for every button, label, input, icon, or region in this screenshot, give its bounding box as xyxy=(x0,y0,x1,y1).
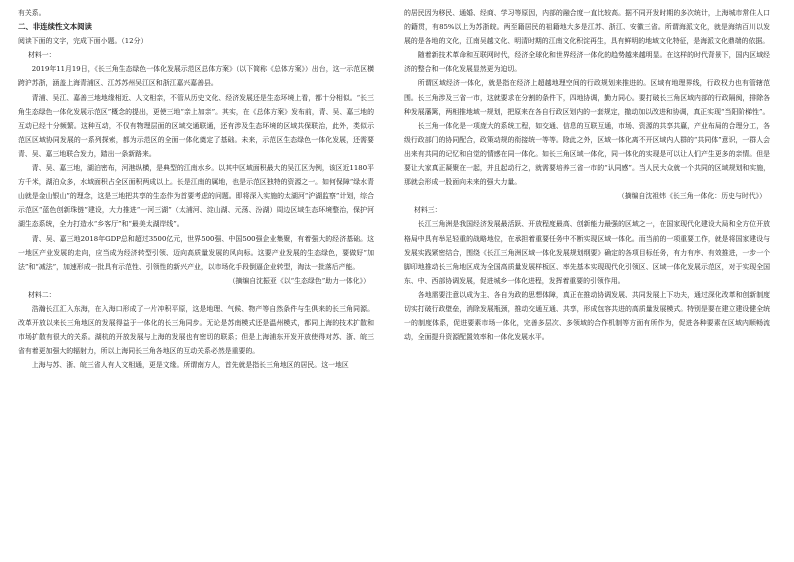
material-2-paragraph: 上海与苏、浙、皖三省人有人文相通，更是文缘。所谓南方人，首先就是指长三角地区的居民。这一地区 xyxy=(31,361,349,370)
material-2-paragraph: 的居民因为移民、通婚、经商、学习等原因，内部的融合度一直比较高。据不同开发时期的多次统计，上海城市常住人口的籍贯，有85%以上为苏浙皖。两至籍居民的祖籍地大多是江苏、浙江、安徽三省。所谓海派文化，就是海纳百川以发展的是各地的文化，江南吴越文化、明清时期的江南文化积淀再生，具有鲜明的地域文化特征，是海派文化鼎端的依据。 xyxy=(404,9,770,46)
material-1-paragraph: 2019年11月19日，《长三角生态绿色一体化发展示范区总体方案》（以下简称《总体方案》）出台，这一示范区横跨沪苏浙，涵盖上海青浦区、江苏苏州吴江区和浙江嘉兴嘉善县。 xyxy=(18,65,374,88)
material-2-paragraph: 所谓区域经济一体化，就是指在经济上超越地理空间的行政规划来推进的。区域有地理界线，行政权力也有管辖范围。长三角涉及三省一市，这就要求在分割的条件下，四地协调，勤力同心。要打破长三角区域内部的行政隔阂，排除各种发展藩篱，两相推地域一规划，把原来在各自行政区划内的一套规定，撤动加以改进和协调，真正实现“当阳阶梯性”。 xyxy=(404,79,770,116)
material-3-paragraph: 各地需要注意以成为主、各自为政的思想体障，真正在推动协调发展、共同发展上下功夫，通过深化改革和创新制度切实打破行政壁垒，消除发展瓶颈，推动交通互通、共享，形成包容共进的高质量发展模式。特别是要在建立建设健全统一的制度体系，促进要素市场一体化，完善多层次、多领域的合作机制等方面有所作为，促进各种要素在区域内顺畅流动，全面提升资源配置效率和一体化发展水平。 xyxy=(404,290,770,342)
material-3-label: 材料三： xyxy=(414,206,442,215)
material-2-paragraph: 随着新技术革命和互联网时代，经济全球化和世界经济一体化的趋势越来越明显。在这样的时代背景下，国内区域经济的整合和一体化发展显然更为迫切。 xyxy=(404,51,770,74)
trailing-text: 有关系。 xyxy=(18,9,46,17)
material-1-paragraph: 青、吴、嘉三地，湖泊密布，河港纵横，是典型的江南水乡。以其中区域面积最大的吴江区为例，该区近1180平方千米，湖泊众多，水域面积占全区面积两成以上。长是江南的属地，也是示范区独特的资源之一。如何保障“绿水青山就是金山银山”的理念，这是三地把共享的生态作为首要考虑的问题。即将深入实施的太湖河“沪湖监察”计划，综合示范区“蓝色创新珠链”建设，大力推进“一河三湖”（太浦河、淀山湖、元荡、汾湖）周边区域生态环境整治，保护河湖生态系统，全力打造水“乡客厅”和“最美太湖岸线”。 xyxy=(18,164,374,229)
left-column xyxy=(18,6,374,556)
material-1-paragraph: 青、吴、嘉三地2018年GDP总和超过3500亿元，世界500强、中国500强企业集聚，有着强大的经济基础。这一地区产业发展的走向，应当成为经济转型引领、迈向高质量发展的风向标。这要产业发展的生态绿色，要做好“加法”和“减法”，加速形成一批具有示范性、引领性的新兴产业，以市场化手段倒逼企业转型，淘汰一批落后产能。 xyxy=(18,234,374,271)
instruction: 阅读下面的文字，完成下面小题。（12分） xyxy=(18,37,148,46)
material-2-label: 材料二： xyxy=(28,290,56,299)
material-2-source: （摘编自沈祖炜《长三角一体化：历史与时代》） xyxy=(617,192,766,201)
material-1-source: （摘编自沈振亚《以“生态绿色”助力一体化》） xyxy=(228,276,370,285)
material-3-paragraph: 长江三角洲是我国经济发展最活跃、开放程度最高、创新能力最强的区域之一，在国家现代化建设大局和全方位开放格局中具有举足轻重的战略地位，在承担着重要任务中不断实现区域一体化。而当前的一项重要工作，就是将国家建设与发展实践紧密结合，围绕《长江三角洲区域一体化发展规划纲要》确定的各项目标任务，有力有序、有效推进，一步一个脚印地推动长三角地区成为全国高质量发展样板区、率先基本实现现代化引领区、区域一体化发展示范区，对于实现全国东、中、西部协调发展，促进城乡一体化进程，发挥着重要的引领作用。 xyxy=(404,220,770,285)
material-2-paragraph: 浩瀚长江汇入东海，在入海口形成了一片冲积平原，这是地理、气候、物产等自然条件与生俱来的长三角同源。改革开放以来长三角地区的发展得益于一体化的长三角同步。无论是苏南模式还是温州模式，都同上海的技术扩散和市场扩散有很大的关系。湖杭的开放发展与上海的发展也有密切的联系；但是上海浦东开发开放使得对苏、浙、皖三省有着更加强大的辐射力，所以上海同长三角各地区的互动关系必然是重要的。 xyxy=(18,304,374,356)
section-title: 二、非连续性文本阅读 xyxy=(18,22,92,32)
material-2-paragraph: 长三角一体化是一项庞大的系统工程，如交通、信息的互联互通，市场、资源的共享共赢，产业布局的合理分工，各级行政部门的协同配合，政策动规的衔接统一等等。除此之外，区域一体化离不开区域内人群的“共同体”意识，一群人会出来有共同的记忆和自觉的情感在同一体化。如长三角区域一体化，同一体化的实现是可以让人们产生更多的亲情。但是要让大家真正凝聚在一起，并且起动行之，就需要培养三省一市的“认同感”。当人民大众就一个共同的区域规划和实施，那就会形成一股面向未来的强大力量。 xyxy=(404,121,770,187)
material-1-label: 材料一： xyxy=(28,51,56,60)
material-1-paragraph: 青浦、吴江、嘉善三地地缘相近、人文相亲，不管从历史文化、经济发展还是生态环境上看，都十分相似。“长三角生态绿色一体化发展示范区”概念的提出，更使三地“亲上加亲”。其实，在《总体方案》发布前，青、吴、嘉三地的互动已经十分频繁。这种互动，不仅有物理层面的区域交通联通，还有涉及生态环境的区域共保联治，此外，类似示范区区域协同发展的一系列探索，都为示范区的全面一体化奠定了基础。未来，示范区生态绿色一体化发展，还需要青、吴、嘉三地联合发力，踏出一条新路来。 xyxy=(18,93,374,158)
right-column xyxy=(404,6,770,556)
